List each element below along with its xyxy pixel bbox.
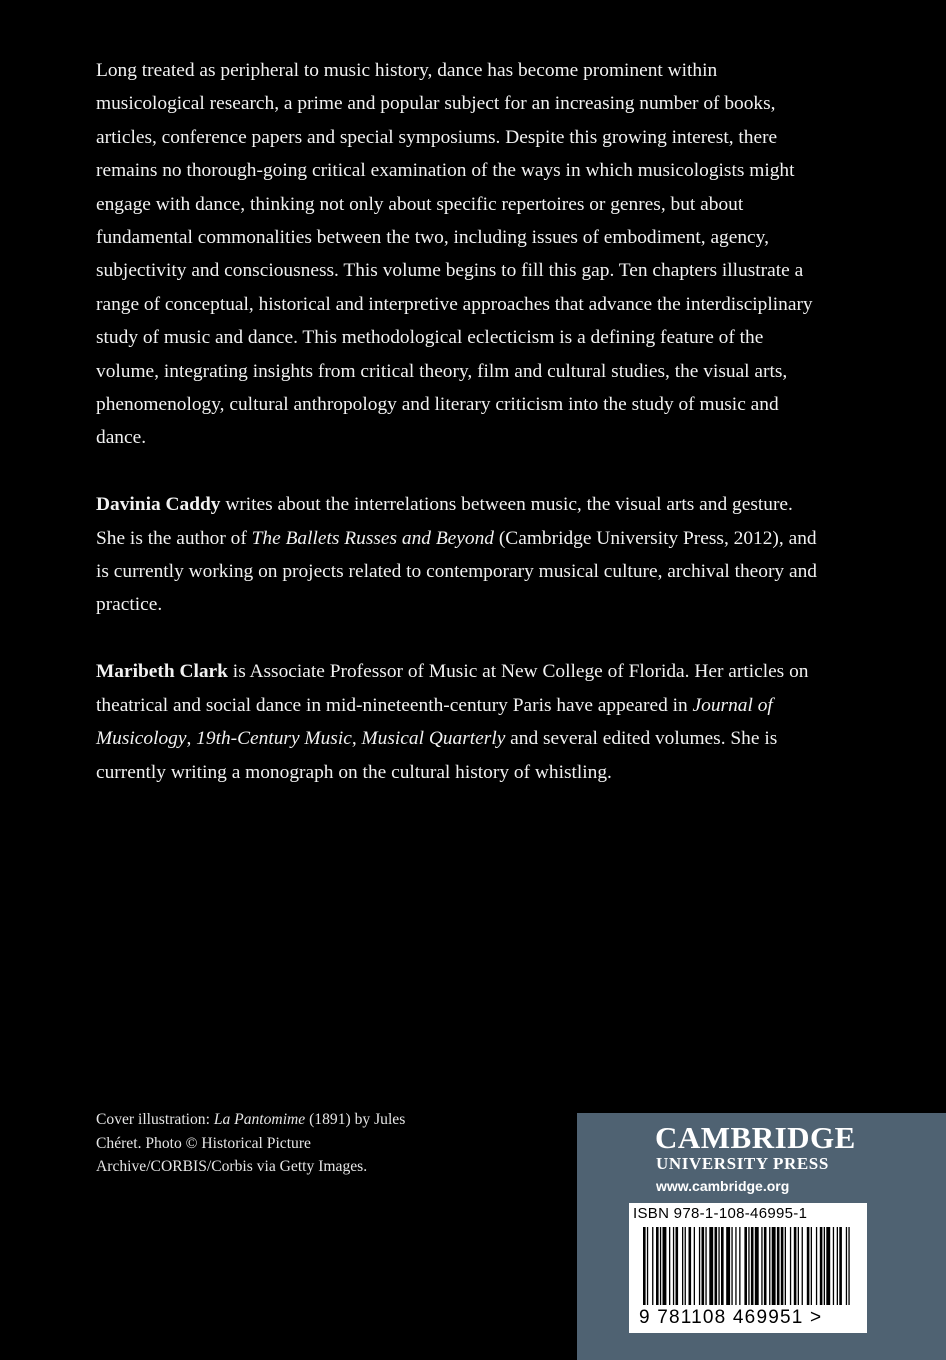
publisher-logo-text: CAMBRIDGE bbox=[655, 1120, 856, 1155]
bio-text: writes about the interrelations between music, the visual arts and gesture. She is the author of bbox=[96, 494, 793, 549]
book-description bbox=[96, 54, 826, 455]
cover-illustration-credit bbox=[96, 1108, 426, 1179]
credit-text: (1891) by Jules Chéret. Photo © Historical Picture Archive/CORBIS/Corbis via Getty Images. bbox=[96, 1111, 406, 1176]
barcode-label bbox=[629, 1203, 867, 1333]
back-cover-text bbox=[96, 54, 826, 822]
barcode-digits: 9 781108 469951 > bbox=[639, 1307, 823, 1328]
author-bio-caddy bbox=[96, 488, 826, 622]
author-bio-clark bbox=[96, 655, 826, 789]
description-text: Long treated as peripheral to music history, dance has become prominent within musicological research, a prime and popular subject for an increasing number of books, articles, conference papers and special symposiums. Despite this growing interest, there remains no thorough-going critical examination of the ways in which musicologists might engage with dance, thinking not only about specific repertoires or genres, but about fundamental commonalities between the two, including issues of embodiment, agency, subjectivity and consciousness. This volume begins to fill this gap. Ten chapters illustrate a range of conceptual, historical and interpretive approaches that advance the interdisciplinary study of music and dance. This methodological eclecticism is a defining feature of the volume, integrating insights from critical theory, film and cultural studies, the visual arts, phenomenology, cultural anthropology and literary criticism into the study of music and dance. bbox=[96, 60, 813, 449]
publisher-panel bbox=[577, 1113, 946, 1360]
credit-text: Cover illustration: bbox=[96, 1111, 214, 1128]
bio-text: and several edited volumes. She is currently writing a monograph on the cultural history of whistling. bbox=[96, 728, 778, 783]
book-title: The Ballets Russes and Beyond bbox=[251, 527, 494, 549]
publisher-url[interactable]: www.cambridge.org bbox=[656, 1178, 790, 1194]
isbn-number: ISBN 978-1-108-46995-1 bbox=[633, 1205, 808, 1222]
bio-text: is Associate Professor of Music at New College of Florida. Her articles on theatrical and social dance in mid-nineteenth-century Paris have appeared in bbox=[96, 661, 809, 716]
journal-title: Musical Quarterly bbox=[361, 728, 506, 750]
separator: , bbox=[351, 728, 362, 750]
journal-title: Journal of Musicology bbox=[96, 694, 773, 750]
publisher-subtitle: UNIVERSITY PRESS bbox=[656, 1154, 829, 1173]
separator: , bbox=[186, 728, 197, 750]
author-name-caddy: Davinia Caddy bbox=[96, 494, 221, 516]
author-name-clark: Maribeth Clark bbox=[96, 661, 228, 683]
bio-text: (Cambridge University Press, 2012), and is currently working on projects related to contemporary musical culture, archival theory and practice. bbox=[96, 527, 817, 616]
artwork-title: La Pantomime bbox=[213, 1111, 306, 1128]
journal-title: 19th-Century Music bbox=[196, 728, 352, 750]
